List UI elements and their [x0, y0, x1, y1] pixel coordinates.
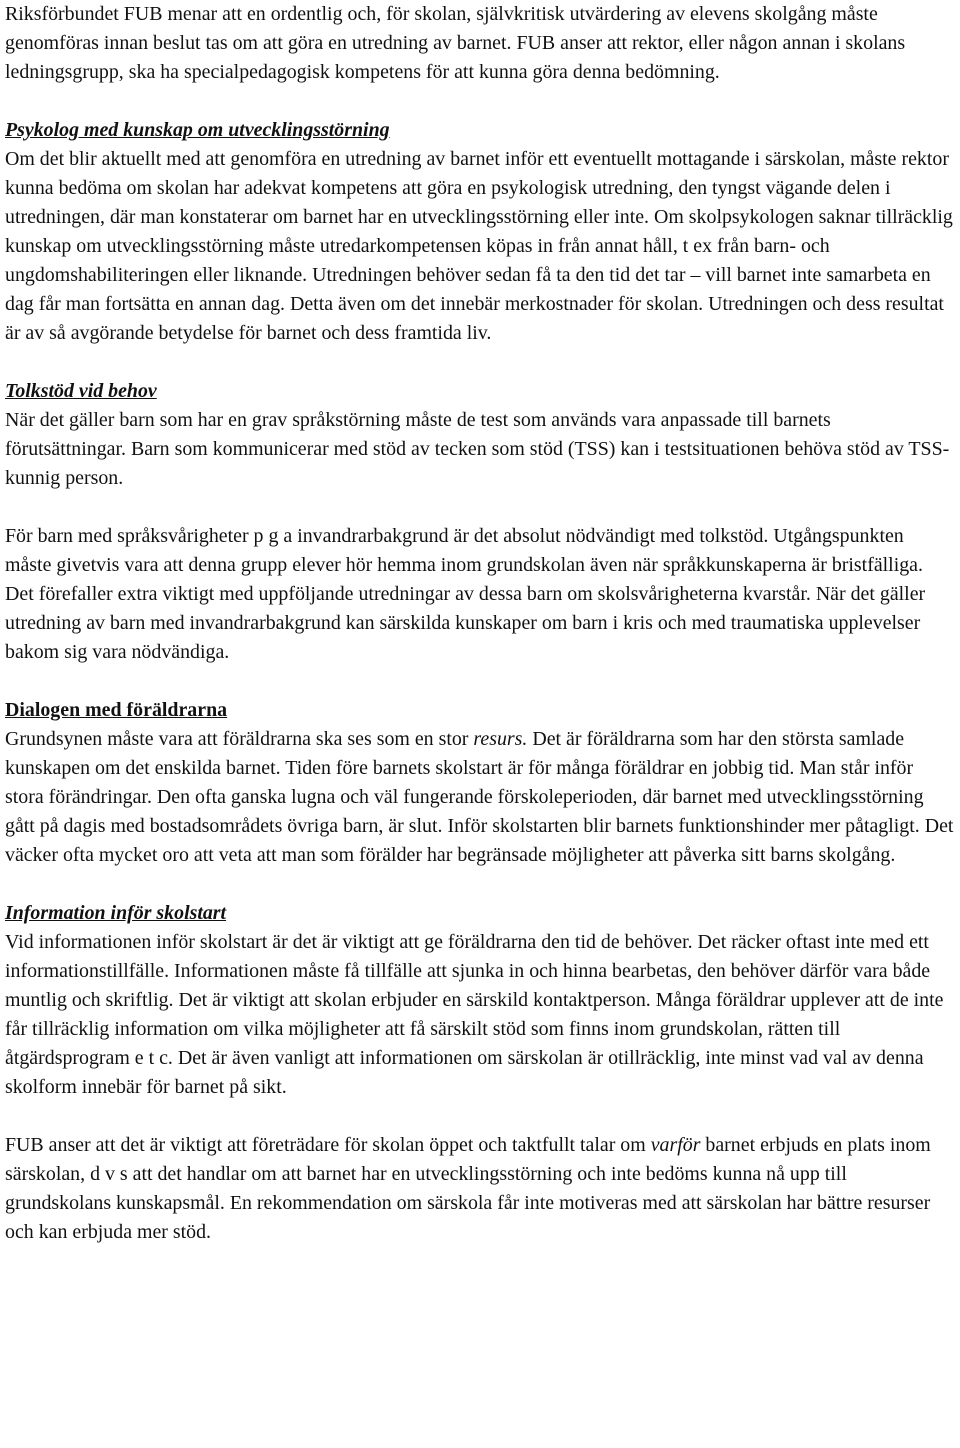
closing-emphasis: varför [650, 1134, 701, 1156]
document-page [5, 0, 955, 1247]
closing-text-end: barnet erbjuds en plats inom särskolan, d v s att det handlar om att barnet har en utvecklingsstörning och inte bedöms kunna nå upp till grundskolans kunskapsmål. En rekommendation om särskola får inte motiveras med att särskolan har bättre resurser och kan erbjuda mer stöd. [5, 1134, 931, 1243]
dialogen-text-end: Det är föräldrarna som har den största samlade kunskapen om det enskilda barnet. Tiden före barnets skolstart är för många föräldrar en jobbig tid. Man står inför stora förändringar. Den ofta ganska lugna och väl fungerande förskoleperioden, där barnet med utvecklingsstörning gått på dagis med bostadsområdets övriga barn, är slut. Inför skolstarten blir barnets funktionshinder mer påtagligt. Det väcker ofta mycket oro att veta att man som förälder har begränsade möjligheter att påverka sitt barns skolgång. [5, 728, 954, 866]
section-body-tolkstod: När det gäller barn som har en grav språkstörning måste de test som används vara anpassade till barnets förutsättningar. Barn som kommunicerar med stöd av tecken som stöd (TSS) kan i testsituationen behöva stöd av TSS-kunnig person. [5, 409, 950, 489]
section-body-dialogen [5, 725, 955, 870]
section-heading-psykolog: Psykolog med kunskap om utvecklingsstörning [5, 119, 390, 141]
section-body-tolkstod-2: För barn med språksvårigheter p g a invandrarbakgrund är det absolut nödvändigt med tolkstöd. Utgångspunkten måste givetvis vara att denna grupp elever hör hemma inom grundskolan även när språkkunskaperna är bristfälliga. Det förefaller extra viktigt med uppföljande utredningar av dessa barn om skolsvårigheterna kvarstår. När det gäller utredning av barn med invandrarbakgrund kan särskilda kunskaper om barn i kris och med traumatiska upplevelser bakom sig vara nödvändiga. [5, 525, 926, 663]
closing-text-start: FUB anser att det är viktigt att företrädare för skolan öppet och taktfullt talar om [5, 1134, 651, 1156]
paragraph-gap [5, 348, 955, 377]
intro-paragraph: Riksförbundet FUB menar att en ordentlig och, för skolan, självkritisk utvärdering av elevens skolgång måste genomföras innan beslut tas om att göra en utredning av barnet. FUB anser att rektor, eller någon annan i skolans ledningsgrupp, ska ha specialpedagogisk kompetens för att kunna göra denna bedömning. [5, 3, 906, 83]
closing-paragraph [5, 1131, 955, 1247]
dialogen-text-start: Grundsynen måste vara att föräldrarna ska ses som en stor [5, 728, 474, 750]
section-body-information: Vid informationen inför skolstart är det är viktigt att ge föräldrarna den tid de behöver. Det räcker oftast inte med ett informationstillfälle. Informationen måste få tillfälle att sjunka in och hinna bearbetas, den behöver därför vara både muntlig och skriftlig. Det är viktigt att skolan erbjuder en särskild kontaktperson. Många föräldrar upplever att de inte får tillräcklig information om vilka möjligheter att få särskilt stöd som finns inom grundskolan, rätten till åtgärdsprogram e t c. Det är även vanligt att informationen om särskolan är otillräcklig, inte minst vad val av denna skolform innebär för barnet på sikt. [5, 931, 944, 1098]
section-heading-tolkstod: Tolkstöd vid behov [5, 380, 157, 402]
section-heading-information: Information inför skolstart [5, 902, 227, 924]
paragraph-gap [5, 667, 955, 696]
section-heading-dialogen: Dialogen med föräldrarna [5, 699, 228, 721]
paragraph-gap [5, 87, 955, 116]
paragraph-gap [5, 493, 955, 522]
dialogen-emphasis: resurs. [473, 728, 528, 750]
paragraph-gap [5, 1102, 955, 1131]
section-body-psykolog: Om det blir aktuellt med att genomföra en utredning av barnet inför ett eventuellt mottagande i särskolan, måste rektor kunna bedöma om skolan har adekvat kompetens att göra en psykologisk utredning, den tyngst vägande delen i utredningen, där man konstaterar om barnet har en utvecklingsstörning eller inte. Om skolpsykologen saknar tillräcklig kunskap om utvecklingsstörning måste utredarkompetensen köpas in från annat håll, t ex från barn- och ungdomshabiliteringen eller liknande. Utredningen behöver sedan få ta den tid det tar – vill barnet inte samarbeta en dag får man fortsätta en annan dag. Detta även om det innebär merkostnader för skolan. Utredningen och dess resultat är av så avgörande betydelse för barnet och dess framtida liv. [5, 148, 953, 344]
paragraph-gap [5, 870, 955, 899]
